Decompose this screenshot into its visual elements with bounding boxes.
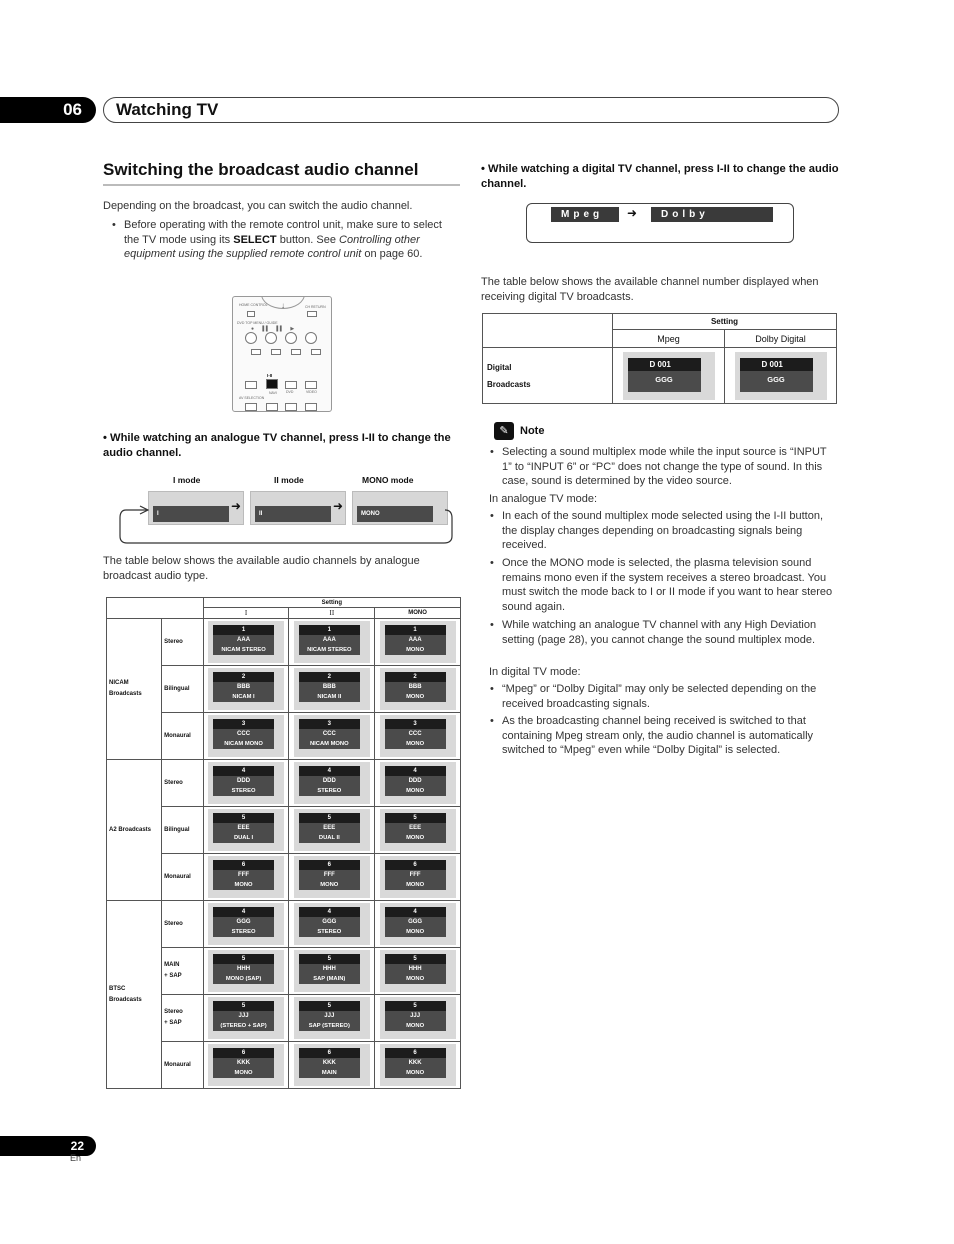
thumb-line: 4 <box>299 766 360 776</box>
column-header: I <box>203 608 289 619</box>
screen-thumbnail <box>208 762 284 804</box>
screen-thumbnail <box>294 621 370 663</box>
screen-thumbnail <box>380 997 456 1039</box>
thumb-line: AAA <box>385 635 446 645</box>
screen-thumbnail <box>735 352 827 400</box>
broadcast-type <box>107 619 162 760</box>
setting-cell <box>203 666 289 713</box>
screen-thumbnail <box>208 668 284 710</box>
play-symbols-icon: ● ▌▌ ▌▌ ▶ <box>251 326 295 332</box>
table-row <box>107 760 461 807</box>
setting-cell <box>289 807 375 854</box>
digital-heading: • While watching a digital TV channel, press I-II to change the audio channel. <box>481 163 839 190</box>
thumb-line: 6 <box>213 1048 274 1058</box>
remote-round-button <box>245 332 257 344</box>
remote-button <box>305 381 317 389</box>
audio-type <box>162 901 204 948</box>
setting-cell <box>375 854 461 901</box>
thumb-line: 4 <box>385 766 446 776</box>
thumb-line: MONO (SAP) <box>213 974 274 984</box>
screen-thumbnail <box>294 762 370 804</box>
setting-cell <box>375 901 461 948</box>
analogue-audio-table <box>106 597 461 1089</box>
audio-type-line: Stereo <box>164 779 183 786</box>
thumb-line: 6 <box>299 1048 360 1058</box>
remote-button <box>247 311 255 317</box>
thumb-line: NICAM I <box>213 692 274 702</box>
audio-type <box>162 1042 204 1089</box>
thumb-line: MONO <box>299 880 360 890</box>
thumb-line: HHH <box>385 964 446 974</box>
thumb-line: 5 <box>299 954 360 964</box>
remote-control-illustration <box>232 296 332 412</box>
thumb-line: GGG <box>628 371 701 392</box>
thumb-line: MONO <box>213 1068 274 1078</box>
remote-label: I-II <box>267 373 273 378</box>
broadcast-type <box>107 760 162 901</box>
thumb-line: HHH <box>299 964 360 974</box>
note-bullet: • Once the MONO mode is selected, the plasma television sound remains mono even if the system receives a stereo broadcast. You must switch the mode back to I or II mode if you want to hear stereo sound again. <box>502 556 837 614</box>
screen-thumbnail <box>208 856 284 898</box>
remote-button <box>285 403 297 411</box>
thumb-line: GGG <box>740 371 813 392</box>
language-code: En <box>70 1153 82 1163</box>
thumb-line: 1 <box>299 625 360 635</box>
row-label-line: Digital <box>487 362 512 372</box>
mode-cycle-loop <box>118 500 456 546</box>
setting-cell <box>203 948 289 995</box>
mode-label-mono: MONO mode <box>362 475 414 485</box>
thumb-line: D 001 <box>628 358 701 371</box>
audio-type-line: Monaural <box>164 732 191 739</box>
audio-type-line: Monaural <box>164 1061 191 1068</box>
setting-cell <box>375 807 461 854</box>
screen-thumbnail <box>294 715 370 757</box>
remote-label: NAVI <box>269 391 277 395</box>
thumb-line: 5 <box>213 1001 274 1011</box>
thumb-line: 3 <box>213 719 274 729</box>
thumb-line: EEE <box>213 823 274 833</box>
thumb-line: STEREO <box>213 927 274 937</box>
thumb-line: BBB <box>213 682 274 692</box>
setting-cell <box>289 854 375 901</box>
thumb-line: AAA <box>213 635 274 645</box>
thumb-line: SAP (STEREO) <box>299 1021 360 1031</box>
audio-type <box>162 948 204 995</box>
thumb-line: CCC <box>213 729 274 739</box>
audio-type <box>162 854 204 901</box>
thumb-line: FFF <box>385 870 446 880</box>
thumb-line: MONO <box>385 1068 446 1078</box>
thumb-line: 2 <box>299 672 360 682</box>
broadcast-type-line: Broadcasts <box>109 691 142 697</box>
remote-button <box>251 349 261 355</box>
screen-thumbnail <box>208 903 284 945</box>
thumb-line: 6 <box>385 860 446 870</box>
audio-type-line: MAIN <box>164 962 180 968</box>
arrow-right-icon: ➜ <box>231 499 242 513</box>
setting-cell <box>375 760 461 807</box>
thumb-line: MONO <box>385 692 446 702</box>
setting-cell <box>289 666 375 713</box>
digital-cell <box>725 348 837 404</box>
thumb-line: 6 <box>299 860 360 870</box>
setting-cell <box>375 995 461 1042</box>
thumb-line: STEREO <box>299 786 360 796</box>
screen-thumbnail <box>208 997 284 1039</box>
remote-round-button <box>265 332 277 344</box>
table-corner <box>483 314 613 348</box>
column-header: MONO <box>375 608 461 619</box>
table-corner <box>107 598 204 619</box>
setting-cell <box>203 807 289 854</box>
remote-button <box>311 349 321 355</box>
screen-thumbnail <box>294 1044 370 1086</box>
thumb-line: EEE <box>299 823 360 833</box>
setting-cell <box>289 713 375 760</box>
screen-thumbnail <box>294 668 370 710</box>
remote-button <box>285 381 297 389</box>
screen-thumbnail <box>380 621 456 663</box>
broadcast-type-line: A2 Broadcasts <box>109 826 152 833</box>
thumb-line: KKK <box>299 1058 360 1068</box>
thumb-line: SAP (MAIN) <box>299 974 360 984</box>
mode-screen-bar: MONO <box>357 506 433 522</box>
note-bullet: • Selecting a sound multiplex mode while the input source is “INPUT 1” to “INPUT 6” or “PC” does not change the type of sound. In this case, sound is determined by the video source. <box>502 445 837 489</box>
broadcast-type-line: BTSC <box>109 985 126 992</box>
thumb-line: GGG <box>299 917 360 927</box>
table-row <box>107 901 461 948</box>
analogue-heading: • While watching an analogue TV channel, press I-II to change the audio channel. <box>103 432 451 459</box>
thumb-line: 4 <box>299 907 360 917</box>
thumb-line: 4 <box>385 907 446 917</box>
thumb-line: STEREO <box>213 786 274 796</box>
thumb-line: 1 <box>213 625 274 635</box>
note-analogue-label: In analogue TV mode: <box>489 493 598 505</box>
remote-label: DVD TOP MENU / GUIDE <box>237 321 278 325</box>
thumb-line: MONO <box>385 739 446 749</box>
remote-button <box>291 349 301 355</box>
thumb-line: CCC <box>299 729 360 739</box>
remote-button <box>245 403 257 411</box>
thumb-line: 6 <box>385 1048 446 1058</box>
note-digital-label: In digital TV mode: <box>489 666 581 678</box>
thumb-line: 5 <box>213 813 274 823</box>
thumb-line: 1 <box>385 625 446 635</box>
arrow-right-icon: ➜ <box>627 206 638 220</box>
thumb-line: HHH <box>213 964 274 974</box>
thumb-line: (STEREO + SAP) <box>213 1021 274 1031</box>
thumb-line: GGG <box>213 917 274 927</box>
thumb-line: 5 <box>385 1001 446 1011</box>
screen-thumbnail <box>208 621 284 663</box>
i-ii-button <box>266 379 278 389</box>
thumb-line: EEE <box>385 823 446 833</box>
audio-type <box>162 760 204 807</box>
thumb-line: MONO <box>385 880 446 890</box>
thumb-line: MONO <box>385 645 446 655</box>
setting-cell <box>203 995 289 1042</box>
thumb-line: DDD <box>213 776 274 786</box>
thumb-line: 3 <box>299 719 360 729</box>
thumb-line: MONO <box>385 974 446 984</box>
setting-cell <box>375 619 461 666</box>
setting-cell <box>375 666 461 713</box>
digital-cell <box>613 348 725 404</box>
audio-type-line: Bilingual <box>164 826 190 833</box>
screen-thumbnail <box>294 809 370 851</box>
thumb-line: 6 <box>213 860 274 870</box>
remote-button <box>307 311 317 317</box>
thumb-line: CCC <box>385 729 446 739</box>
screen-thumbnail <box>380 715 456 757</box>
audio-type <box>162 666 204 713</box>
setting-cell <box>375 1042 461 1089</box>
thumb-line: 5 <box>385 813 446 823</box>
broadcast-type-line: Broadcasts <box>109 996 142 1003</box>
setting-cell <box>289 1042 375 1089</box>
note-bullet: • While watching an analogue TV channel with any High Deviation setting (page 28), you cannot change the sound multiplex mode. <box>502 618 837 647</box>
arrow-down-icon: ↓ <box>281 301 285 310</box>
intro-text: Depending on the broadcast, you can switch the audio channel. <box>103 200 413 212</box>
remote-round-button <box>305 332 317 344</box>
setting-cell <box>289 760 375 807</box>
thumb-line: 4 <box>213 766 274 776</box>
digital-row-label <box>483 348 613 404</box>
thumb-line: KKK <box>385 1058 446 1068</box>
audio-type <box>162 713 204 760</box>
remote-button <box>245 381 257 389</box>
setting-cell <box>203 901 289 948</box>
screen-thumbnail <box>380 809 456 851</box>
setting-cell <box>203 854 289 901</box>
note-pencil-icon: ✎ <box>494 422 514 440</box>
audio-type <box>162 619 204 666</box>
setting-cell <box>203 760 289 807</box>
remote-label: DVD <box>286 390 294 394</box>
setting-cell <box>203 1042 289 1089</box>
section-title: Switching the broadcast audio channel <box>103 160 419 179</box>
mpeg-chip: Mpeg <box>551 207 619 222</box>
mode-label-i: I mode <box>173 475 201 485</box>
thumb-line: MONO <box>385 833 446 843</box>
table-row <box>107 619 461 666</box>
thumb-line: DDD <box>299 776 360 786</box>
screen-thumbnail <box>208 715 284 757</box>
thumb-line: NICAM MONO <box>299 739 360 749</box>
column-header: II <box>289 608 375 619</box>
thumb-line: NICAM II <box>299 692 360 702</box>
thumb-line: MONO <box>385 927 446 937</box>
screen-thumbnail <box>380 762 456 804</box>
column-header: Dolby Digital <box>725 330 837 348</box>
mode-screen-bar: I <box>153 506 229 522</box>
mode-label-ii: II mode <box>274 475 304 485</box>
screen-thumbnail <box>380 950 456 992</box>
screen-thumbnail <box>380 856 456 898</box>
row-label-line: Broadcasts <box>487 379 531 389</box>
screen-thumbnail <box>208 1044 284 1086</box>
screen-thumbnail <box>623 352 715 400</box>
audio-type-line: Bilingual <box>164 685 190 692</box>
audio-type-line: Stereo <box>164 638 183 645</box>
remote-label: HOME CONTROL <box>239 303 268 307</box>
audio-type-line: Monaural <box>164 873 191 880</box>
remote-label: VIDEO <box>306 390 317 394</box>
digital-audio-table <box>482 313 837 404</box>
thumb-line: FFF <box>213 870 274 880</box>
screen-thumbnail <box>380 903 456 945</box>
thumb-line: JJJ <box>299 1011 360 1021</box>
thumb-line: MONO <box>213 880 274 890</box>
audio-type-line: + SAP <box>164 1020 182 1026</box>
setting-cell <box>289 948 375 995</box>
note-title: Note <box>520 425 545 437</box>
audio-type-line: + SAP <box>164 973 182 979</box>
setting-cell <box>375 948 461 995</box>
setting-cell <box>289 995 375 1042</box>
remote-button <box>271 349 281 355</box>
screen-thumbnail <box>294 856 370 898</box>
note-bullet: • As the broadcasting channel being received is switched to that containing Mpeg stream only, the audio channel is automatically switched to “Mpeg” even while “Dolby Digital” is selected. <box>502 714 837 758</box>
thumb-line: STEREO <box>299 927 360 937</box>
thumb-line: NICAM STEREO <box>213 645 274 655</box>
thumb-line: NICAM STEREO <box>299 645 360 655</box>
thumb-line: 2 <box>213 672 274 682</box>
thumb-line: AAA <box>299 635 360 645</box>
audio-type-line: Stereo <box>164 920 183 927</box>
note-bullet: • In each of the sound multiplex mode selected using the I-II button, the display changes depending on broadcasting signals being received. <box>502 509 837 553</box>
thumb-line: DUAL II <box>299 833 360 843</box>
mode-screen-bar: II <box>255 506 331 522</box>
screen-thumbnail <box>380 1044 456 1086</box>
dolby-digital-chip: Dolby Digital <box>651 207 773 222</box>
setting-header: Setting <box>203 598 460 608</box>
thumb-line: MONO <box>385 786 446 796</box>
setting-cell <box>203 713 289 760</box>
thumb-line: 4 <box>213 907 274 917</box>
thumb-line: GGG <box>385 917 446 927</box>
thumb-line: 5 <box>213 954 274 964</box>
thumb-line: BBB <box>299 682 360 692</box>
thumb-line: MAIN <box>299 1068 360 1078</box>
remote-round-button <box>285 332 297 344</box>
setting-cell <box>289 619 375 666</box>
screen-thumbnail <box>294 997 370 1039</box>
remote-label: AV SELECTION <box>239 396 265 400</box>
bullet-before-operating: • Before operating with the remote control unit, make sure to select the TV mode using its SELECT button. See Controlling other equipment using the supplied remote control unit on page 60. <box>124 218 454 262</box>
arrow-right-icon: ➜ <box>333 499 344 513</box>
screen-thumbnail <box>208 950 284 992</box>
thumb-line: MONO <box>385 1021 446 1031</box>
digital-table-intro: The table below shows the available channel number displayed when receiving digital TV broadcasts. <box>481 276 819 303</box>
column-header: Mpeg <box>613 330 725 348</box>
setting-cell <box>203 619 289 666</box>
thumb-line: DUAL I <box>213 833 274 843</box>
thumb-line: DDD <box>385 776 446 786</box>
screen-thumbnail <box>208 809 284 851</box>
setting-cell <box>289 901 375 948</box>
thumb-line: 5 <box>385 954 446 964</box>
remote-button <box>266 403 278 411</box>
setting-header: Setting <box>613 314 837 330</box>
screen-thumbnail <box>380 668 456 710</box>
broadcast-type <box>107 901 162 1089</box>
thumb-line: NICAM MONO <box>213 739 274 749</box>
thumb-line: KKK <box>213 1058 274 1068</box>
remote-label: CH RETURN <box>305 305 326 309</box>
chapter-title: Watching TV <box>103 97 839 123</box>
screen-thumbnail <box>294 903 370 945</box>
title-underline <box>103 184 460 186</box>
thumb-line: BBB <box>385 682 446 692</box>
thumb-line: 3 <box>385 719 446 729</box>
thumb-line: JJJ <box>385 1011 446 1021</box>
audio-type-line: Stereo <box>164 1009 183 1015</box>
thumb-line: 5 <box>299 1001 360 1011</box>
screen-thumbnail <box>294 950 370 992</box>
thumb-line: 5 <box>299 813 360 823</box>
thumb-line: JJJ <box>213 1011 274 1021</box>
broadcast-type-line: NICAM <box>109 680 129 686</box>
chapter-number: 06 <box>0 97 96 123</box>
thumb-line: FFF <box>299 870 360 880</box>
setting-cell <box>375 713 461 760</box>
remote-button <box>305 403 317 411</box>
analogue-table-intro: The table below shows the available audio channels by analogue broadcast audio type. <box>103 555 420 582</box>
page-number: 22 <box>0 1136 96 1156</box>
audio-type <box>162 995 204 1042</box>
thumb-line: D 001 <box>740 358 813 371</box>
note-bullet: • “Mpeg” or “Dolby Digital” may only be selected depending on the received broadcasting signals. <box>502 682 837 711</box>
audio-type <box>162 807 204 854</box>
thumb-line: 2 <box>385 672 446 682</box>
